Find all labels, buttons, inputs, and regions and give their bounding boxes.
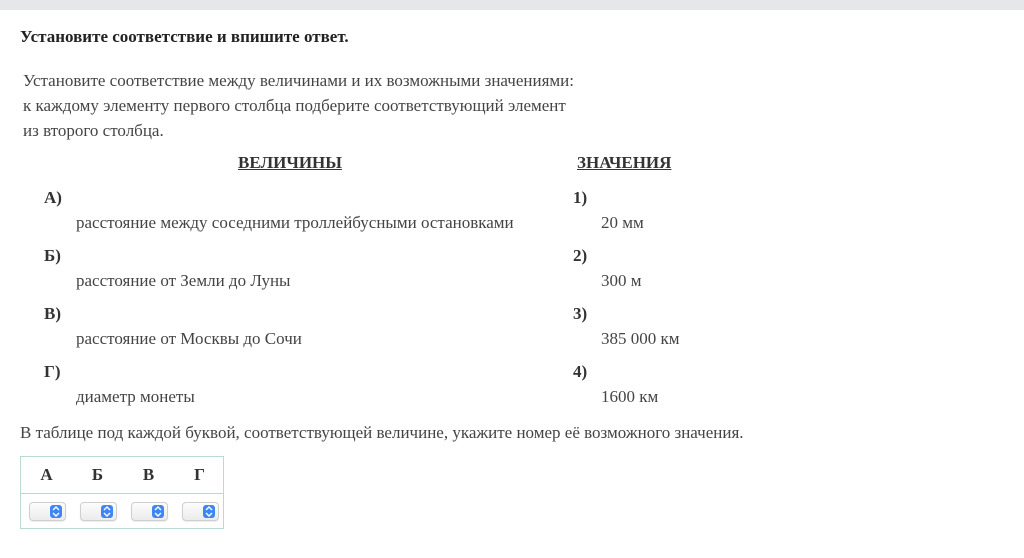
updown-arrows-icon bbox=[50, 505, 62, 518]
answer-header-g: Г bbox=[194, 465, 205, 484]
value-number-2: 2) bbox=[573, 246, 588, 265]
task-line-2: к каждому элементу первого столбца подберите соответствующий элемент bbox=[23, 96, 566, 115]
answer-table bbox=[20, 456, 224, 529]
quantity-text-a: расстояние между соседними троллейбусными остановками bbox=[76, 213, 514, 232]
quantity-letter-v: В) bbox=[44, 304, 61, 323]
answer-select-b[interactable] bbox=[80, 502, 117, 521]
answer-select-g[interactable] bbox=[182, 502, 219, 521]
top-bar bbox=[0, 0, 1024, 10]
updown-arrows-icon bbox=[101, 505, 113, 518]
value-number-1: 1) bbox=[573, 188, 588, 207]
quantity-text-b: расстояние от Земли до Луны bbox=[76, 271, 291, 290]
answer-header-a: А bbox=[40, 465, 53, 484]
value-text-4: 1600 км bbox=[601, 387, 659, 406]
answer-header-v: В bbox=[142, 465, 155, 484]
updown-arrows-icon bbox=[203, 505, 215, 518]
quantity-text-g: диаметр монеты bbox=[76, 387, 195, 406]
task-heading: Установите соответствие и впишите ответ. bbox=[20, 27, 349, 46]
quantity-text-v: расстояние от Москвы до Сочи bbox=[76, 329, 302, 348]
value-text-3: 385 000 км bbox=[601, 329, 680, 348]
answer-table-header bbox=[21, 457, 223, 494]
answer-header-b: Б bbox=[91, 465, 104, 484]
answer-instruction: В таблице под каждой буквой, соответствующей величине, укажите номер её возможного значения. bbox=[20, 423, 744, 442]
answer-select-v[interactable] bbox=[131, 502, 168, 521]
updown-arrows-icon bbox=[152, 505, 164, 518]
values-column-heading: ЗНАЧЕНИЯ bbox=[577, 153, 672, 172]
value-text-1: 20 мм bbox=[601, 213, 644, 232]
quantity-letter-b: Б) bbox=[44, 246, 61, 265]
value-number-3: 3) bbox=[573, 304, 588, 323]
quantity-letter-a: А) bbox=[44, 188, 62, 207]
task-line-3: из второго столбца. bbox=[23, 121, 164, 140]
task-description bbox=[23, 68, 663, 143]
answer-select-a[interactable] bbox=[29, 502, 66, 521]
quantities-column-heading: ВЕЛИЧИНЫ bbox=[238, 153, 342, 172]
value-number-4: 4) bbox=[573, 362, 588, 381]
value-text-2: 300 м bbox=[601, 271, 642, 290]
task-line-1: Установите соответствие между величинами и их возможными значениями: bbox=[23, 71, 574, 90]
quantity-letter-g: Г) bbox=[44, 362, 61, 381]
